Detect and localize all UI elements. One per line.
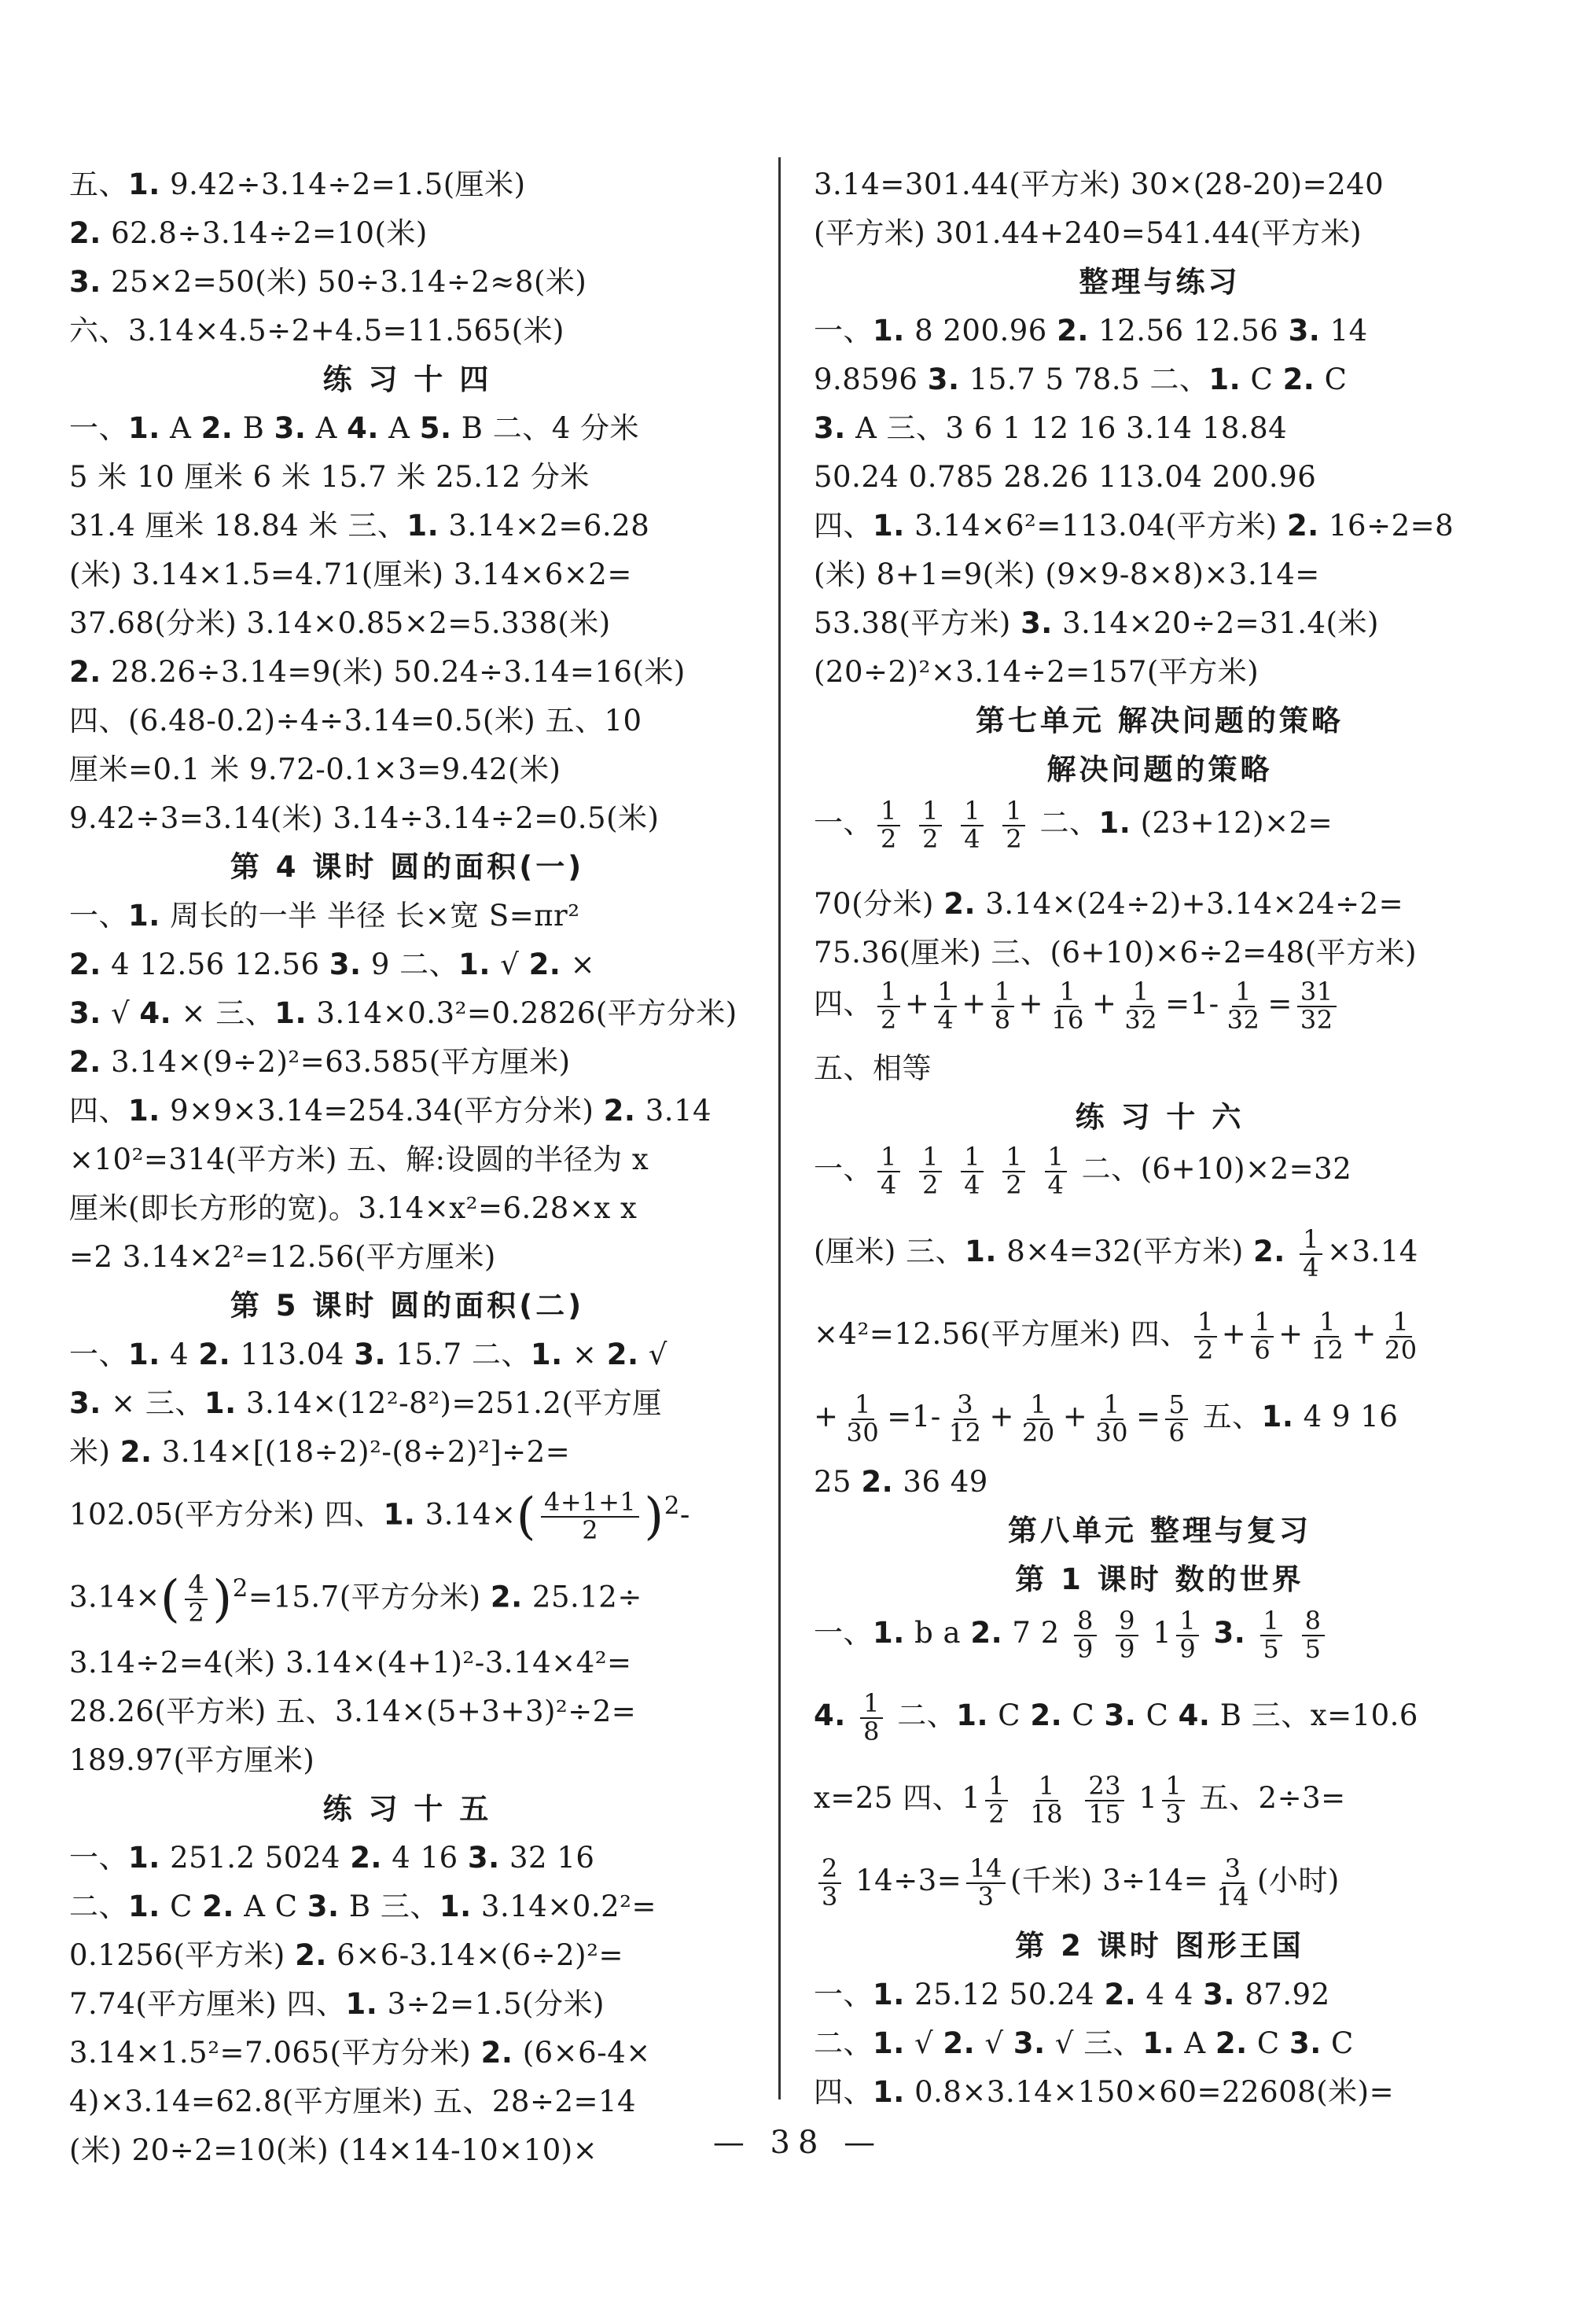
answer-line: 六、3.14×4.5÷2+4.5=11.565(米)	[69, 314, 564, 348]
fraction: $\frac{1}{2}$	[1194, 1309, 1217, 1363]
fraction: $\frac{1}{12}$	[1311, 1307, 1344, 1365]
answer-line: 3. √ 4. × 三、1. 3.14×0.3²=0.2826(平方分米)	[69, 996, 737, 1030]
answer-line: ×10²=314(平方米) 五、解:设圆的半径为 x	[69, 1143, 649, 1176]
answer-line: 3.14×( $\frac{4}{2}$ )$^2$=15.7(平方分米) 2. 25.12÷	[69, 1569, 642, 1628]
answer-line: 一、1. b a 2. 7 2 $\frac{8}{9}$ $\frac{9}{9}$ 1 $\frac{1}{9}$ 3. $\frac{1}{5}$ $\frac{8}{5}$	[814, 1608, 1329, 1655]
answer-line: 2. 3.14×(9÷2)²=63.585(平方厘米)	[69, 1045, 571, 1079]
answer-line: 75.36(厘米) 三、(6+10)×6÷2=48(平方米)	[814, 936, 1418, 970]
answer-line: 4. $\frac{1}{8}$ 二、1. C 2. C 3. C 4. B 三、x=10.6	[814, 1688, 1418, 1746]
answer-line: 9.42÷3=3.14(米) 3.14÷3.14÷2=0.5(米)	[69, 801, 660, 835]
fraction: $\frac{1}{4}$	[961, 1144, 984, 1198]
fraction: $\frac{1}{2}$	[877, 979, 900, 1033]
answer-line: (厘米) 三、1. 8×4=32(平方米) 2. $\frac{1}{4}$ ×3.14	[814, 1224, 1418, 1282]
section-heading: 练 习 十 六	[1075, 1100, 1245, 1134]
fraction: $\frac{1}{4}$	[1045, 1144, 1068, 1198]
section-heading: 第 4 课时 圆的面积(一)	[230, 850, 585, 884]
answer-line: 一、1. 251.2 5024 2. 4 16 3. 32 16	[69, 1841, 595, 1875]
answer-line: (米) 3.14×1.5=4.71(厘米) 3.14×6×2=	[69, 558, 632, 591]
fraction: $\frac{1}{5}$	[1260, 1608, 1283, 1662]
fraction: $\frac{2}{3}$	[818, 1856, 841, 1910]
fraction: $\frac{4+1+1}{2}$	[541, 1489, 639, 1544]
answer-line: 四、(6.48-0.2)÷4÷3.14=0.5(米) 五、10	[69, 704, 642, 738]
answer-line: 厘米=0.1 米 9.72-0.1×3=9.42(米)	[69, 753, 561, 786]
fraction: $\frac{1}{4}$	[1300, 1227, 1322, 1281]
answer-line: 五、相等	[814, 1051, 932, 1085]
answer-line: ×4²=12.56(平方厘米) 四、 $\frac{1}{2}$ + $\frac{1}{6}$ + $\frac{1}{12}$ + $\frac{1}{20}$	[814, 1309, 1425, 1356]
section-heading: 第 5 课时 圆的面积(二)	[230, 1289, 585, 1323]
section-heading: 练 习 十 四	[322, 362, 492, 396]
answer-line: x=25 四、1 $\frac{1}{2}$ $\frac{1}{18}$ $\frac{23}{15}$ 1 $\frac{1}{3}$ 五、2÷3=	[814, 1771, 1346, 1829]
answer-line: 一、1. 8 200.96 2. 12.56 12.56 3. 14	[814, 314, 1368, 348]
answer-line: 四、1. 3.14×6²=113.04(平方米) 2. 16÷2=8	[814, 509, 1454, 543]
fraction: $\frac{3}{14}$	[1216, 1853, 1249, 1912]
answer-line: 四、 $\frac{1}{2}$ + $\frac{1}{4}$ + $\frac{1}{8}$ + $\frac{1}{16}$ + $\frac{1}{32}$ =1- $\frac{1}{32}$ = $\frac{31}{32}$	[814, 979, 1341, 1026]
answer-line: 一、 $\frac{1}{2}$ $\frac{1}{2}$ $\frac{1}{4}$ $\frac{1}{2}$ 二、1. (23+12)×2=	[814, 796, 1333, 854]
answer-line: 53.38(平方米) 3. 3.14×20÷2=31.4(米)	[814, 606, 1379, 640]
answer-line: 五、1. 9.42÷3.14÷2=1.5(厘米)	[69, 167, 526, 201]
fraction: $\frac{8}{5}$	[1302, 1608, 1325, 1662]
answer-line: (米) 8+1=9(米) (9×9-8×8)×3.14=	[814, 558, 1320, 591]
fraction: $\frac{1}{4}$	[877, 1144, 900, 1198]
answer-line: 70(分米) 2. 3.14×(24÷2)+3.14×24÷2=	[814, 887, 1404, 921]
answer-line: 189.97(平方厘米)	[69, 1743, 315, 1777]
fraction: $\frac{3}{12}$	[948, 1389, 982, 1448]
answer-line: 二、1. C 2. A C 3. B 三、1. 3.14×0.2²=	[69, 1890, 656, 1923]
fraction: $\frac{1}{8}$	[991, 979, 1014, 1033]
fraction: $\frac{5}{6}$	[1165, 1392, 1188, 1446]
answer-line: 厘米(即长方形的宽)。3.14×x²=6.28×x x	[69, 1191, 638, 1225]
fraction: $\frac{31}{32}$	[1297, 979, 1337, 1033]
fraction: $\frac{1}{2}$	[1002, 1144, 1025, 1198]
answer-line: 一、1. 周长的一半 半径 长×宽 S=πr²	[69, 899, 580, 933]
answer-line: $\frac{2}{3}$ 14÷3= $\frac{14}{3}$ (千米) 3÷14= $\frac{3}{14}$ (小时)	[814, 1856, 1340, 1903]
answer-line: 3. A 三、3 6 1 12 16 3.14 18.84	[814, 411, 1288, 445]
answer-line: (20÷2)²×3.14÷2=157(平方米)	[814, 655, 1260, 689]
answer-line: 25 2. 36 49	[814, 1465, 988, 1499]
section-heading: 第八单元 整理与复习	[1008, 1514, 1311, 1547]
fraction: $\frac{1}{30}$	[1095, 1389, 1128, 1448]
answer-line: 一、1. 25.12 50.24 2. 4 4 3. 87.92	[814, 1978, 1330, 2011]
fraction: $\frac{1}{20}$	[1384, 1307, 1418, 1365]
answer-line: 37.68(分米) 3.14×0.85×2=5.338(米)	[69, 606, 611, 640]
answer-line: 2. 28.26÷3.14=9(米) 50.24÷3.14=16(米)	[69, 655, 686, 689]
answer-line: + $\frac{1}{30}$ =1- $\frac{3}{12}$ + $\frac{1}{20}$ + $\frac{1}{30}$ = $\frac{5}{6}$ 五、1. 4 9 16	[814, 1389, 1399, 1448]
fraction: $\frac{4}{2}$	[185, 1572, 208, 1626]
fraction: $\frac{1}{6}$	[1251, 1309, 1274, 1363]
answer-line: 一、1. 4 2. 113.04 3. 15.7 二、1. × 2. √	[69, 1338, 667, 1371]
answer-line: 9.8596 3. 15.7 5 78.5 二、1. C 2. C	[814, 362, 1348, 396]
fraction: $\frac{1}{18}$	[1030, 1771, 1064, 1829]
fraction: $\frac{1}{2}$	[877, 798, 900, 852]
section-heading: 整理与练习	[1079, 265, 1241, 299]
fraction: $\frac{1}{2}$	[919, 1144, 942, 1198]
fraction: $\frac{1}{9}$	[1176, 1608, 1199, 1662]
fraction: $\frac{1}{16}$	[1051, 977, 1084, 1035]
fraction: $\frac{1}{2}$	[919, 798, 942, 852]
fraction: $\frac{14}{3}$	[966, 1856, 1006, 1910]
answer-line: 0.1256(平方米) 2. 6×6-3.14×(6÷2)²=	[69, 1938, 623, 1972]
answer-line: 二、1. √ 2. √ 3. √ 三、1. A 2. C 3. C	[814, 2026, 1354, 2060]
answer-line: 28.26(平方米) 五、3.14×(5+3+3)²÷2=	[69, 1695, 637, 1728]
answer-line: 3. × 三、1. 3.14×(12²-8²)=251.2(平方厘	[69, 1386, 662, 1420]
fraction: $\frac{1}{32}$	[1124, 977, 1158, 1035]
answer-line: 四、1. 9×9×3.14=254.34(平方分米) 2. 3.14	[69, 1094, 712, 1128]
answer-line: 一、1. A 2. B 3. A 4. A 5. B 二、4 分米	[69, 411, 640, 445]
fraction: $\frac{23}{15}$	[1085, 1773, 1124, 1827]
answer-line: 四、1. 0.8×3.14×150×60=22608(米)=	[814, 2075, 1395, 2109]
answer-line: 3.14÷2=4(米) 3.14×(4+1)²-3.14×4²=	[69, 1646, 632, 1680]
answer-line: (米) 20÷2=10(米) (14×14-10×10)×	[69, 2133, 598, 2167]
answer-line: 50.24 0.785 28.26 113.04 200.96	[814, 460, 1317, 494]
fraction: $\frac{1}{20}$	[1022, 1389, 1055, 1448]
answer-line: 3. 25×2=50(米) 50÷3.14÷2≈8(米)	[69, 265, 587, 299]
answer-line: 3.14=301.44(平方米) 30×(28-20)=240	[814, 167, 1385, 201]
answer-line: 5 米 10 厘米 6 米 15.7 米 25.12 分米	[69, 460, 590, 494]
fraction: $\frac{9}{9}$	[1116, 1608, 1138, 1662]
fraction: $\frac{1}{32}$	[1226, 977, 1260, 1035]
answer-line: 米) 2. 3.14×[(18÷2)²-(8÷2)²]÷2=	[69, 1435, 571, 1469]
answer-line: 一、 $\frac{1}{4}$ $\frac{1}{2}$ $\frac{1}{4}$ $\frac{1}{2}$ $\frac{1}{4}$ 二、(6+10)×2=32	[814, 1142, 1352, 1200]
answer-line: 4)×3.14=62.8(平方厘米) 五、28÷2=14	[69, 2085, 637, 2118]
fraction: $\frac{8}{9}$	[1074, 1608, 1097, 1662]
fraction: $\frac{1}{8}$	[860, 1691, 883, 1745]
answer-line: 3.14×1.5²=7.065(平方分米) 2. (6×6-4×	[69, 2036, 651, 2070]
answer-line: 7.74(平方厘米) 四、1. 3÷2=1.5(分米)	[69, 1987, 605, 2021]
fraction: $\frac{1}{3}$	[1162, 1773, 1185, 1827]
section-heading: 第 1 课时 数的世界	[1015, 1562, 1304, 1596]
section-heading: 第七单元 解决问题的策略	[976, 704, 1344, 738]
answer-line: =2 3.14×2²=12.56(平方厘米)	[69, 1240, 496, 1274]
answer-line: 31.4 厘米 18.84 米 三、1. 3.14×2=6.28	[69, 509, 650, 543]
page-number: — 38 —	[712, 2125, 884, 2161]
answer-line: 102.05(平方分米) 四、1. 3.14×( $\frac{4+1+1}{2}$ )$^2$-	[69, 1487, 690, 1546]
answer-line: 2. 4 12.56 12.56 3. 9 二、1. √ 2. ×	[69, 948, 596, 981]
section-heading: 第 2 课时 图形王国	[1015, 1929, 1304, 1963]
section-heading: 练 习 十 五	[322, 1792, 492, 1826]
fraction: $\frac{1}{4}$	[934, 979, 957, 1033]
fraction: $\frac{1}{2}$	[985, 1773, 1008, 1827]
answer-line: (平方米) 301.44+240=541.44(平方米)	[814, 216, 1362, 250]
section-heading: 解决问题的策略	[1046, 753, 1273, 786]
fraction: $\frac{1}{4}$	[961, 798, 984, 852]
answer-line: 2. 62.8÷3.14÷2=10(米)	[69, 216, 428, 250]
fraction: $\frac{1}{2}$	[1002, 798, 1025, 852]
column-divider	[778, 157, 781, 2099]
fraction: $\frac{1}{30}$	[846, 1389, 880, 1448]
